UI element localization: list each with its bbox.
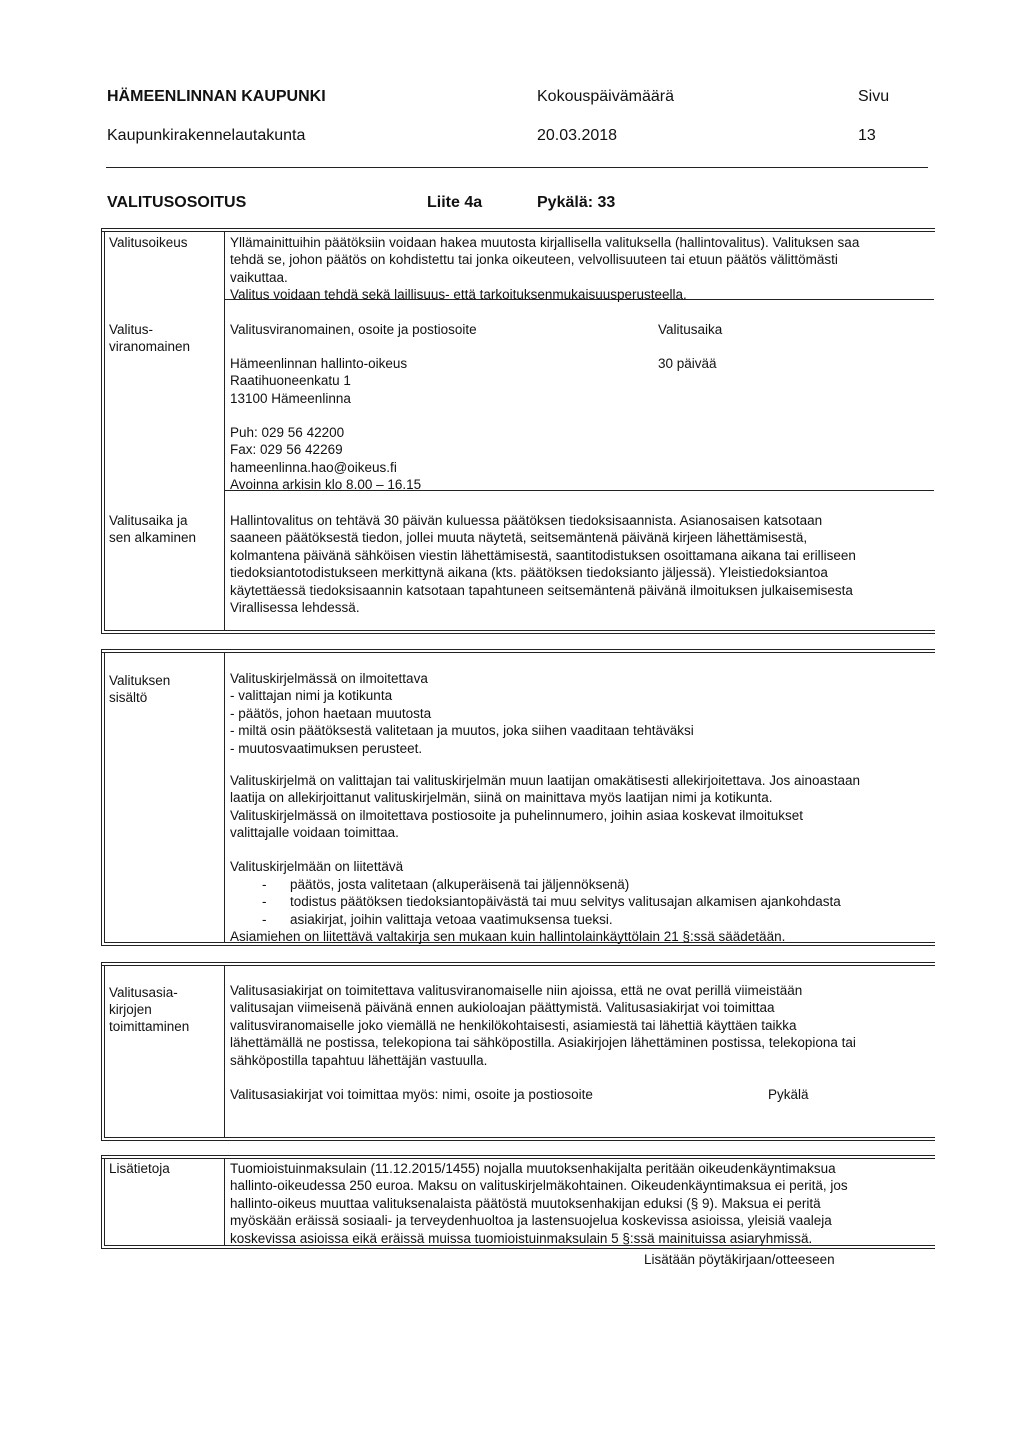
list-item-text: todistus päätöksen tiedoksiantopäivästä tai muu selvitys valitusajan alkamisen ajankohdasta xyxy=(290,894,841,910)
label-line: kirjojen xyxy=(109,1002,152,1017)
dash-marker: - xyxy=(262,894,267,910)
text-line: Valitusasiakirjat on toimitettava valitusviranomaiselle niin ajoissa, että ne ovat perillä viimeistään xyxy=(230,983,803,998)
dash-marker: - xyxy=(262,911,267,927)
text-line: tehdä se, johon päätös on kohdistettu tai jonka oikeuteen, velvollisuuteen tai etuun päätös välittömästi xyxy=(230,252,838,268)
text-line: Valituskirjelmässä on ilmoitettava postiosoite ja puhelinnumero, joihin asiaa koskevat ilmoitukset xyxy=(230,807,804,823)
text-line: Valituskirjelmässä on ilmoitettava xyxy=(230,671,428,686)
text-line: valitusajan viimeisenä päivänä ennen aukioloajan päättymistä. Valitusasiakirjat voi toimittaa xyxy=(230,1000,775,1016)
authority-address xyxy=(230,355,407,407)
authority-column-header: Valitusviranomainen, osoite ja postiosoite xyxy=(230,322,477,337)
section-label: Pykälä: 33 xyxy=(537,194,616,211)
appeal-period-text xyxy=(230,512,930,616)
text-line: Tuomioistuinmaksulain (11.12.2015/1455) nojalla muutoksenhakijalta peritään oikeudenkäyntimaksua xyxy=(230,1161,836,1176)
list-item xyxy=(262,893,922,910)
text-line: Hallintovalitus on tehtävä 30 päivän kuluessa päätöksen tiedoksisaannista. Asianosaisen katsotaan xyxy=(230,513,823,528)
text-line: hallinto-oikeus muuttaa valituksenalaista päätöstä muutoksenhakijan eduksi (§ 9). Maksua ei peritä xyxy=(230,1195,821,1211)
text-line: tiedoksiantotodistukseen merkittynä aikana (kts. päätöksen tiedoksianto jäljessä). Yleistiedoksiantoa xyxy=(230,565,828,581)
label-lisatietoja: Lisätietoja xyxy=(109,1161,170,1176)
label-line: Valituksen xyxy=(109,673,171,688)
power-of-attorney-text: Asiamiehen on liitettävä valtakirja sen mukaan kuin hallintolainkäyttölain 21 §:ssä säädetään. xyxy=(230,929,786,944)
authority-name: Hämeenlinnan hallinto-oikeus xyxy=(230,356,408,371)
text-line: valittajalle voidaan toimittaa. xyxy=(230,825,399,841)
text-line: sähköpostilla tapahtuu lähettäjän vastuulla. xyxy=(230,1052,488,1068)
text-line: hallinto-oikeudessa 250 euroa. Maksu on valituskirjelmäkohtainen. Oikeudenkäyntimaksua ei peritä, jos xyxy=(230,1178,848,1194)
organization-name: HÄMEENLINNAN KAUPUNKI xyxy=(107,88,326,105)
text-line: Virallisessa lehdessä. xyxy=(230,600,360,616)
text-line: Yllämainittuihin päätöksiin voidaan hakea muutosta kirjallisella valituksella (hallintovalitus). Valituksen saa xyxy=(230,235,860,250)
appeal-content-list xyxy=(230,670,930,757)
attachments-intro: Valituskirjelmään on liitettävä xyxy=(230,859,404,874)
attachment-label: Liite 4a xyxy=(427,194,483,211)
text-line: koskevissa asioissa eikä eräissä muissa tuomioistuinmaksulain 5 §:ssä mainituissa asiaryhmissä. xyxy=(230,1230,813,1246)
delivery-text xyxy=(230,982,930,1069)
alternative-delivery-text: Valitusasiakirjat voi toimittaa myös: nimi, osoite ja postiosoite xyxy=(230,1087,593,1102)
fax-number: Fax: 029 56 42269 xyxy=(230,442,343,458)
authority-postal: 13100 Hämeenlinna xyxy=(230,390,351,406)
label-line: sisältö xyxy=(109,690,148,705)
pykala-label: Pykälä xyxy=(768,1087,809,1102)
label-valitusoikeus: Valitusoikeus xyxy=(109,235,188,250)
attachments-list xyxy=(262,876,922,928)
signature-requirement-text xyxy=(230,772,930,842)
label-valitusaika xyxy=(109,512,219,546)
opening-hours: Avoinna arkisin klo 8.00 – 16.15 xyxy=(230,477,422,493)
header-divider xyxy=(106,167,928,168)
label-line: sen alkaminen xyxy=(109,530,197,545)
footer-note: Lisätään pöytäkirjaan/otteeseen xyxy=(644,1252,835,1267)
list-item xyxy=(262,911,922,928)
additional-info-text xyxy=(230,1160,930,1247)
list-item xyxy=(262,876,922,893)
page-number: 13 xyxy=(858,127,876,144)
email-address: hameenlinna.hao@oikeus.fi xyxy=(230,459,397,475)
list-item: - miltä osin päätöksestä valitetaan ja muutos, joka siihen vaaditaan tehtäväksi xyxy=(230,723,694,739)
meeting-date-label: Kokouspäivämäärä xyxy=(537,88,674,105)
label-toimittaminen xyxy=(109,984,219,1035)
list-item: - päätös, johon haetaan muutosta xyxy=(230,705,432,721)
text-line: kolmantena päivänä sähköisen viestin lähettämisestä, saantitodistuksen osoittamana aikana tai erilliseen xyxy=(230,547,856,563)
text-line: Valitus voidaan tehdä sekä laillisuus- että tarkoituksenmukaisuusperusteella. xyxy=(230,287,687,303)
text-line: käytettäessä tiedoksisaannin katsotaan tapahtuneen seitsemäntenä päivänä ilmoituksen julkaisemisesta xyxy=(230,582,853,598)
text-line: valitusviranomaiselle joko viemällä ne henkilökohtaisesti, asiamiestä tai lähettiä käyttäen taikka xyxy=(230,1017,797,1033)
phone-number: Puh: 029 56 42200 xyxy=(230,425,345,440)
appeal-time-header: Valitusaika xyxy=(658,322,723,337)
label-line: Valitusasia- xyxy=(109,985,178,1000)
label-line: Valitusaika ja xyxy=(109,513,188,528)
authority-contact xyxy=(230,424,421,494)
list-item-text: päätös, josta valitetaan (alkuperäisenä tai jäljennöksenä) xyxy=(290,877,630,892)
list-item: - muutosvaatimuksen perusteet. xyxy=(230,740,423,756)
committee-name: Kaupunkirakennelautakunta xyxy=(107,127,306,144)
appeal-time-value: 30 päivää xyxy=(658,356,717,371)
authority-street: Raatihuoneenkatu 1 xyxy=(230,373,351,389)
label-valitusviranomainen xyxy=(109,321,219,355)
meeting-date-value: 20.03.2018 xyxy=(537,127,618,144)
text-line: lähettämällä ne postissa, telekopiona tai sähköpostilla. Asiakirjojen lähettäminen postissa, telekopiona tai xyxy=(230,1035,856,1051)
text-line: Valituskirjelmä on valittajan tai valituskirjelmän muun laatijan omakätisesti allekirjoitettava. Jos ainoastaan xyxy=(230,773,861,788)
dash-marker: - xyxy=(262,877,267,892)
text-line: saaneen päätöksestä tiedon, jollei muuta näytetä, seitsemäntenä päivänä kirjeen lähettämisestä, xyxy=(230,530,808,546)
text-line: myöskään eräissä sosiaali- ja terveydenhuoltoa ja lastensuojelua koskevissa asioissa, yleisiä vaaleja xyxy=(230,1213,832,1229)
appeal-right-text xyxy=(230,234,930,304)
label-line: Valitus- xyxy=(109,322,154,337)
label-line: viranomainen xyxy=(109,339,191,354)
text-line: vaikuttaa. xyxy=(230,269,288,285)
list-item-text: asiakirjat, joihin valittaja vetoaa vaatimuksensa tueksi. xyxy=(290,911,613,927)
document-title: VALITUSOSOITUS xyxy=(107,194,247,211)
text-line: laatija on allekirjoittanut valituskirjelmän, siinä on mainittava myös laatijan nimi ja kotikunta. xyxy=(230,790,773,806)
page-label: Sivu xyxy=(858,88,890,105)
list-item: - valittajan nimi ja kotikunta xyxy=(230,688,393,704)
label-valituksen-sisalto xyxy=(109,672,219,706)
label-line: toimittaminen xyxy=(109,1019,190,1034)
